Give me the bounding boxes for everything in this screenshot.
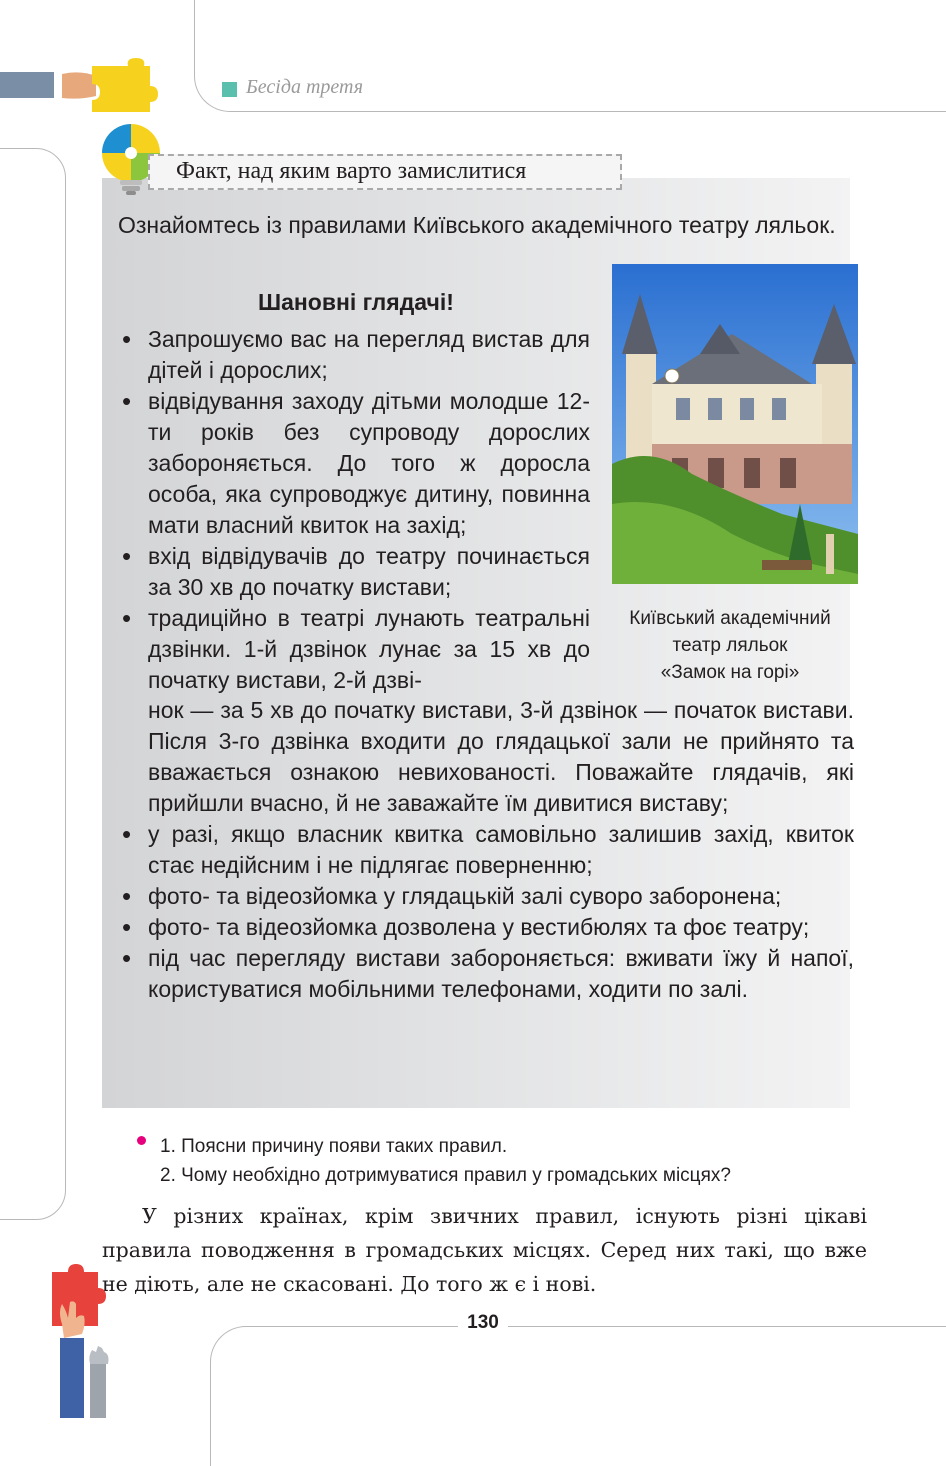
list-item: • відвідування заходу дітьми молодше 12-ти років без супроводу дорослих забороняється. До того ж доросла особа, яка супроводжує дитину, повинна мати власний квиток на захід; xyxy=(118,386,590,541)
page-number: 130 xyxy=(467,1312,499,1333)
list-item: • фото- та відеозйомка дозволена у вестибюлях та фоє театру; xyxy=(118,912,854,943)
raised-hands-illustration xyxy=(48,1264,120,1418)
rules-list-bottom xyxy=(118,695,854,1005)
greeting-heading: Шановні глядачі! xyxy=(258,289,454,315)
questions-list xyxy=(160,1132,731,1190)
rules-list-top xyxy=(118,324,590,696)
list-item-continuation: нок — за 5 хв до початку вистави, 3-й дзвінок — початок вистави. Після 3-го дзвінка входити до глядацької зали не прийнято та вважається ознакою невихованості. Поважайте глядачів, які прийшли вчасно, й не заважайте їм дивитися виставу; xyxy=(148,697,854,816)
fact-heading: Факт, над яким варто замислитися xyxy=(176,158,527,184)
section-title: Бесіда третя xyxy=(246,76,364,98)
side-frame-line xyxy=(0,148,66,1220)
caption-line: «Замок на горі» xyxy=(660,662,800,683)
list-item: • традиційно в театрі лунають театральні дзвінки. 1-й дзвінок лунає за 15 хв до початку вистави, 2-й дзві- xyxy=(118,603,590,696)
list-item: • у разі, якщо власник квитка самовільно залишив захід, квиток стає недійсним і не підлягає поверненню; xyxy=(118,819,854,881)
list-item: • Запрошуємо вас на перегляд вистав для дітей і дорослих; xyxy=(118,324,590,386)
section-marker xyxy=(222,82,237,97)
list-item: • під час перегляду вистави забороняється: вживати їжу й напої, користуватися мобільними телефонами, ходити по залі. xyxy=(118,943,854,1005)
body-paragraph-text: У різних країнах, крім звичних правил, існують різні цікаві правила поводження в громадських місцях. Серед них такі, що вже не діють, але не скасовані. До того ж є і нові. xyxy=(102,1204,867,1296)
theatre-photo xyxy=(612,264,858,584)
question-bullet xyxy=(137,1136,146,1145)
list-item: • вхід відвідувачів до театру починається за 30 хв до початку вистави; xyxy=(118,541,590,603)
fact-intro: Ознайомтесь із правилами Київського академічного театру ляльок. xyxy=(118,212,836,238)
hand-puzzle-illustration xyxy=(0,56,160,116)
caption-line: Київський академічний xyxy=(629,608,831,629)
question-item: 1. Поясни причину появи таких правил. xyxy=(160,1136,508,1157)
body-paragraph xyxy=(102,1199,867,1301)
caption-line: театр ляльок xyxy=(672,635,788,656)
list-item: • фото- та відеозйомка у глядацькій залі суворо заборонена; xyxy=(118,881,854,912)
photo-caption xyxy=(608,605,852,686)
footer-frame-line xyxy=(210,1326,946,1466)
question-item: 2. Чому необхідно дотримуватися правил у громадських місцях? xyxy=(160,1165,731,1186)
